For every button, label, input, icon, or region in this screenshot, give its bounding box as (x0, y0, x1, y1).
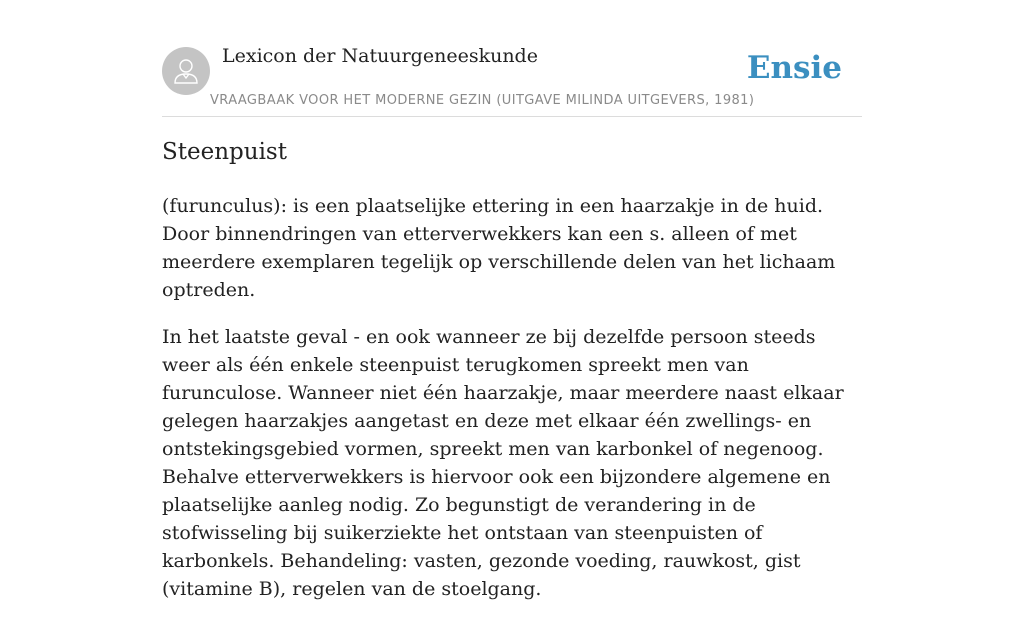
source-header (162, 0, 862, 117)
entry-paragraph: In het laatste geval - en ook wanneer ze bij dezelfde persoon steeds weer als één enkele steenpuist terugkomen spreekt men van furunculose. Wanneer niet één haarzakje, maar meerdere naast elkaar gelegen haarzakjes aangetast en deze met elkaar één zwellings- en ontstekingsgebied vormen, spreekt men van karbonkel of negenoog. Behalve etterverwekkers is hiervoor ook een bijzondere algemene en plaatselijke aanleg nodig. Zo begunstigt de verandering in de stofwisseling bij suikerziekte het ontstaan van steenpuisten of karbonkels. Behandeling: vasten, gezonde voeding, rauwkost, gist (vitamine B), regelen van de stoelgang. (162, 326, 844, 600)
entry-paragraph: (furunculus): is een plaatselijke ettering in een haarzakje in de huid. Door binnendringen van etterverwekkers kan een s. alleen of met meerdere exemplaren tegelijk op verschillende delen van het lichaam optreden. (162, 195, 836, 301)
brand-logo[interactable]: Ensie (746, 50, 842, 86)
avatar (162, 47, 210, 95)
entry-title: Steenpuist (162, 139, 287, 165)
page (162, 0, 862, 600)
entry-body (162, 192, 862, 622)
user-icon (171, 56, 201, 86)
source-subtitle: VRAAGBAAK VOOR HET MODERNE GEZIN (UITGAVE MILINDA UITGEVERS, 1981) (210, 93, 755, 108)
source-title[interactable]: Lexicon der Natuurgeneeskunde (222, 45, 538, 67)
